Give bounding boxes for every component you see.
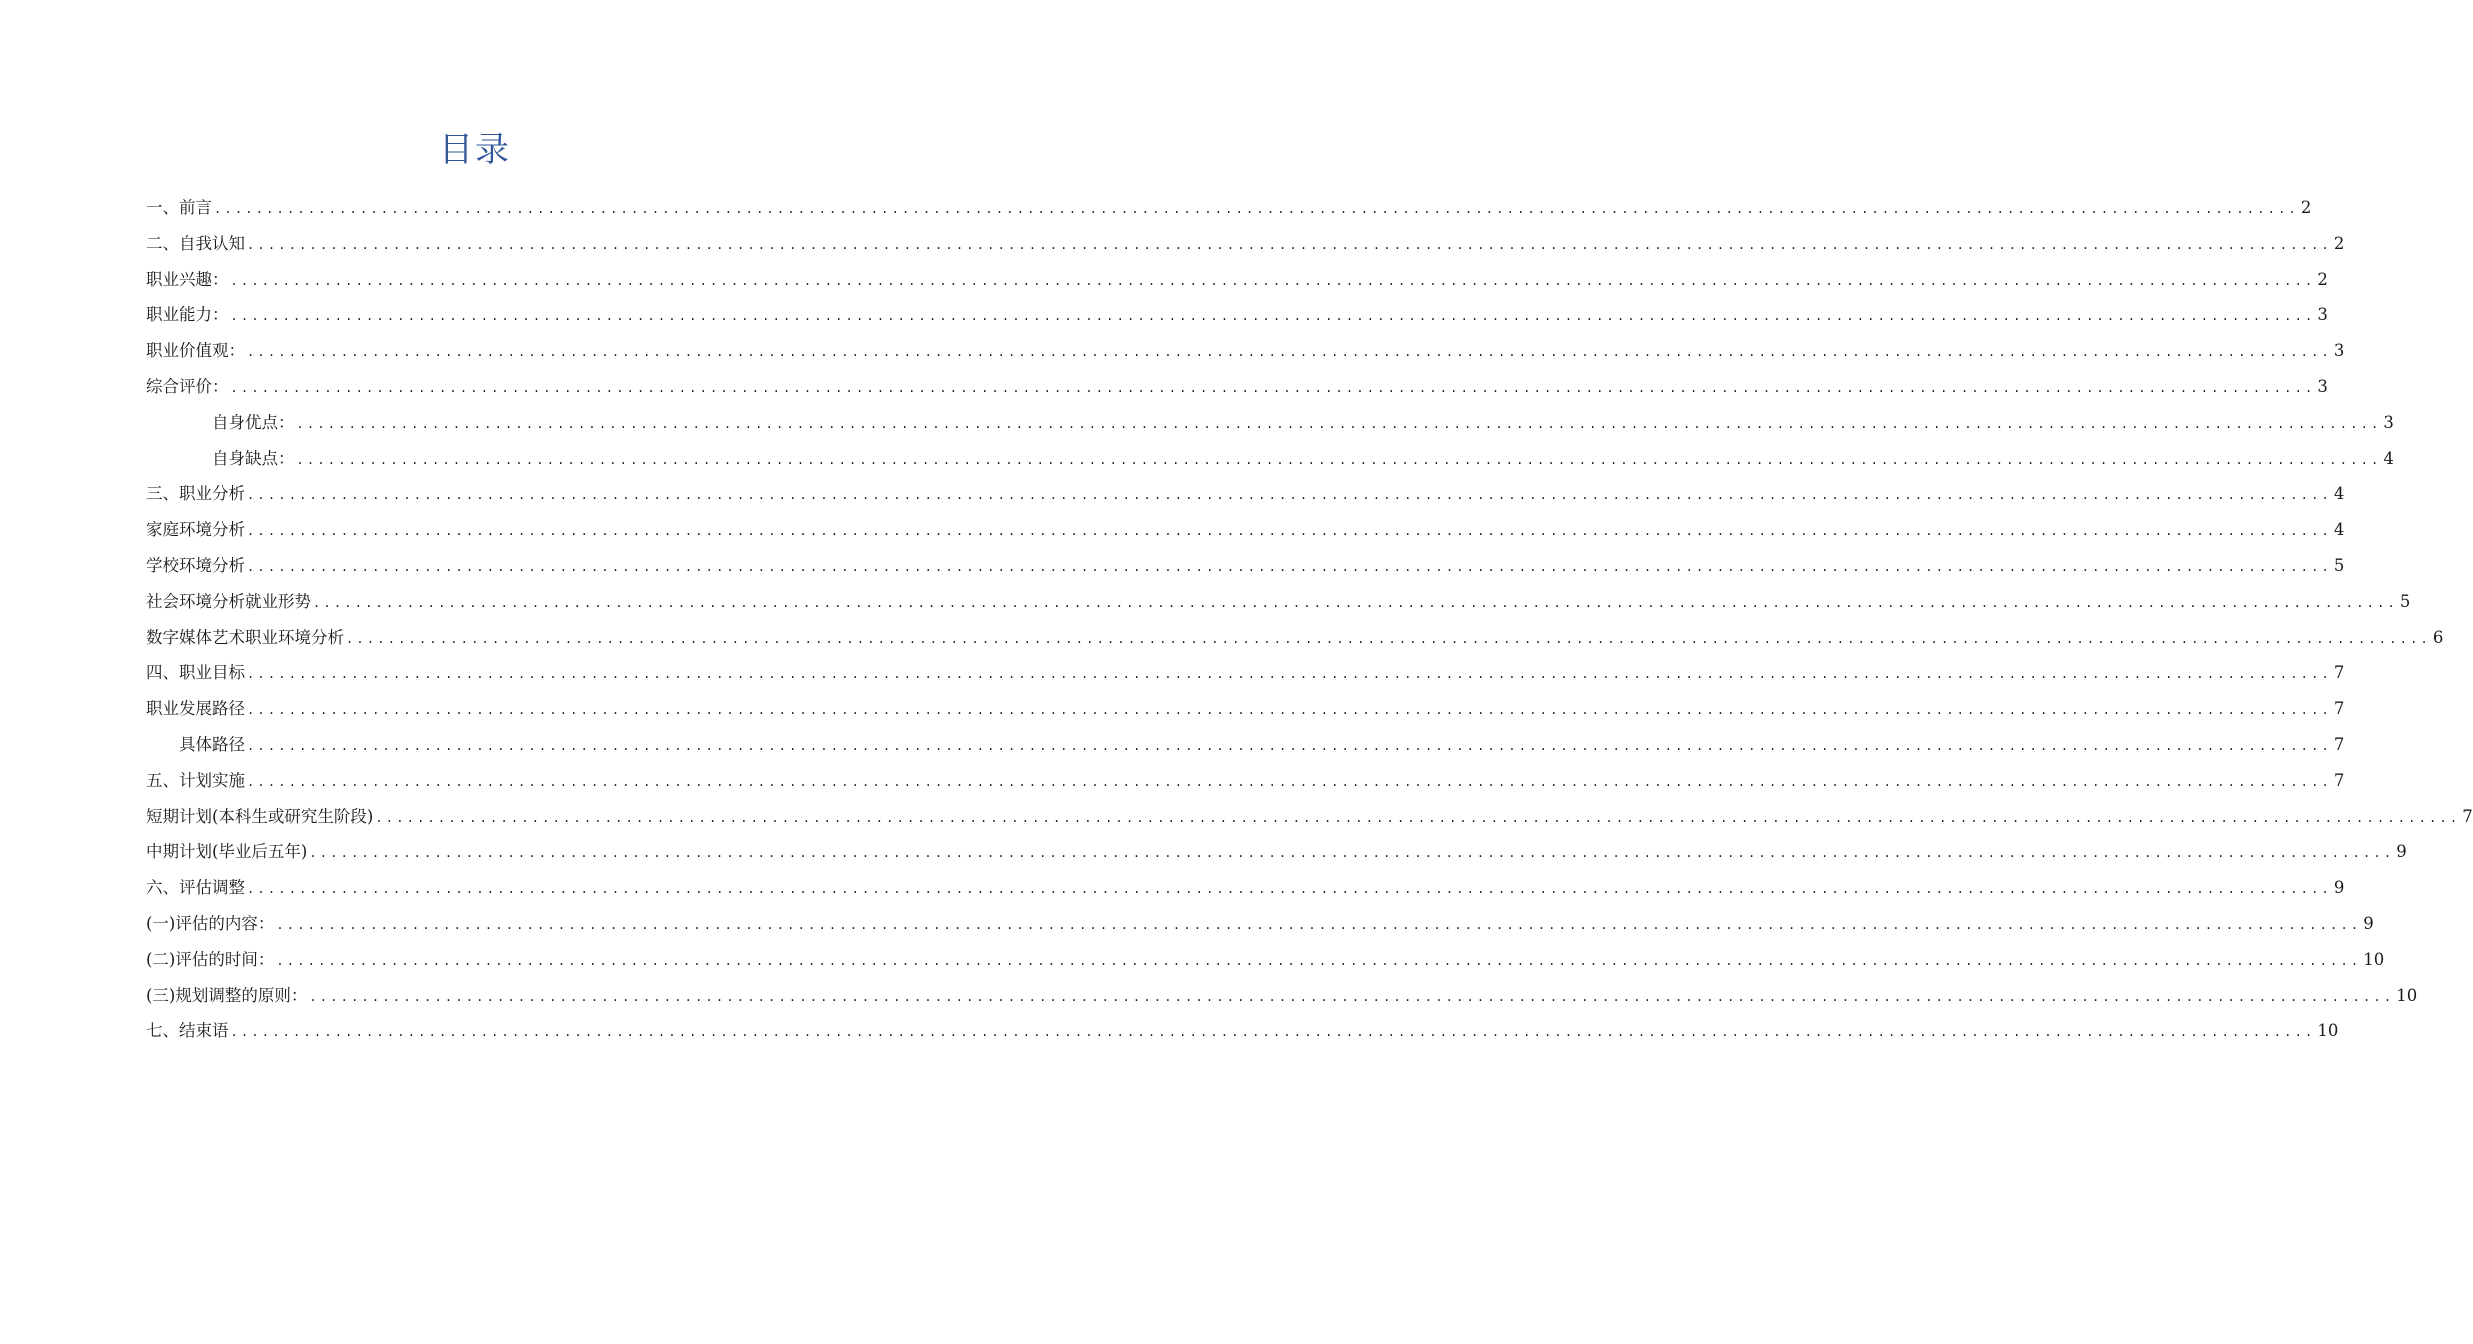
toc-leader-dots: ........................................................................................................................................................................................................ [309,989,2395,1004]
toc-leader-dots: ........................................................................................................................................................................................................ [230,273,2316,288]
toc-entry-page: 2 [2317,269,2328,289]
toc-entry-label: (二)评估的时间： [146,949,275,969]
table-of-contents [146,190,2473,1049]
toc-entry[interactable] [146,262,2328,298]
toc-entry-label: 职业发展路径 [146,699,245,719]
toc-leader-dots: ........................................................................................................................................................................................................ [247,524,2332,539]
toc-entry[interactable] [146,405,2394,441]
toc-entry-page: 7 [2462,806,2473,826]
toc-entry-page: 9 [2363,913,2374,933]
toc-entry[interactable] [146,906,2374,942]
toc-entry-label: 职业价值观： [146,341,245,361]
toc-entry-label: 三、职业分析 [146,484,245,504]
toc-entry[interactable] [146,870,2345,906]
toc-entry-page: 10 [2396,985,2418,1005]
toc-entry[interactable] [146,799,2473,835]
toc-entry[interactable] [146,512,2345,548]
toc-entry-page: 4 [2333,520,2345,540]
toc-entry-page: 9 [2396,842,2407,862]
toc-entry[interactable] [146,190,2312,226]
toc-entry[interactable] [146,978,2418,1014]
toc-entry-page: 2 [2300,198,2312,217]
toc-entry[interactable] [146,441,2394,477]
toc-entry-label: (一)评估的内容： [146,913,275,933]
toc-entry-label: 家庭环境分析 [146,520,245,540]
toc-leader-dots: ........................................................................................................................................................................................................ [247,488,2332,503]
toc-entry-label: (三)规划调整的原则： [146,985,308,1005]
toc-entry[interactable] [146,369,2328,405]
toc-leader-dots: ........................................................................................................................................................................................................ [247,237,2332,252]
toc-leader-dots: ........................................................................................................................................................................................................ [247,559,2332,574]
toc-leader-dots: ........................................................................................................................................................................................................ [313,595,2398,610]
toc-leader-dots: ........................................................................................................................................................................................................ [296,416,2382,431]
toc-entry-label: 一、前言 [146,198,212,217]
toc-entry-label: 自身缺点： [212,448,295,468]
toc-entry-label: 六、评估调整 [146,878,245,898]
toc-entry[interactable] [146,1013,2339,1049]
toc-entry-page: 2 [2333,233,2345,253]
toc-entry-page: 3 [2317,305,2328,325]
toc-entry-label: 自身优点： [212,412,295,432]
toc-entry[interactable] [146,727,2345,763]
toc-entry-page: 5 [2399,591,2411,611]
toc-entry-label: 中期计划(毕业后五年) [146,842,308,862]
toc-leader-dots: ........................................................................................................................................................................................................ [375,810,2461,825]
toc-entry-label: 短期计划(本科生或研究生阶段) [146,806,374,826]
toc-entry[interactable] [146,476,2345,512]
toc-leader-dots: ........................................................................................................................................................................................................ [214,202,2299,216]
toc-entry-label: 职业能力： [146,305,229,325]
toc-entry[interactable] [146,620,2444,656]
toc-entry-label: 具体路径 [179,734,245,754]
toc-leader-dots: ........................................................................................................................................................................................................ [230,309,2316,324]
toc-entry-page: 7 [2333,734,2345,754]
toc-entry[interactable] [146,763,2345,799]
toc-entry[interactable] [146,548,2345,584]
toc-leader-dots: ........................................................................................................................................................................................................ [276,953,2362,968]
toc-entry-page: 4 [2333,484,2345,504]
page-title: 目录 [439,130,511,170]
toc-entry-page: 3 [2317,376,2328,396]
toc-entry-page: 7 [2333,663,2345,683]
toc-leader-dots: ........................................................................................................................................................................................................ [276,917,2362,932]
toc-entry-page: 4 [2383,448,2394,468]
toc-leader-dots: ........................................................................................................................................................................................................ [230,380,2316,395]
toc-leader-dots: ........................................................................................................................................................................................................ [247,345,2332,360]
toc-entry-page: 9 [2333,878,2345,898]
toc-leader-dots: ........................................................................................................................................................................................................ [247,882,2332,897]
toc-entry-page: 3 [2333,341,2345,361]
toc-leader-dots: ........................................................................................................................................................................................................ [247,667,2332,682]
toc-entry[interactable] [146,297,2328,333]
toc-entry-page: 7 [2333,770,2345,790]
toc-entry[interactable] [146,691,2345,727]
toc-entry-page: 6 [2432,627,2444,647]
toc-leader-dots: ........................................................................................................................................................................................................ [309,846,2395,861]
toc-entry-label: 数字媒体艺术职业环境分析 [146,627,344,647]
toc-entry-label: 综合评价： [146,376,229,396]
toc-entry-page: 10 [2317,1021,2339,1041]
toc-entry-label: 四、职业目标 [146,663,245,683]
toc-entry[interactable] [146,655,2345,691]
toc-entry-label: 学校环境分析 [146,555,245,575]
toc-leader-dots: ........................................................................................................................................................................................................ [346,631,2431,646]
toc-entry-label: 社会环境分析就业形势 [146,591,311,611]
toc-entry[interactable] [146,333,2345,369]
toc-entry-label: 职业兴趣： [146,269,229,289]
toc-entry-label: 五、计划实施 [146,770,245,790]
toc-entry[interactable] [146,226,2345,262]
toc-entry-label: 二、自我认知 [146,233,245,253]
toc-entry[interactable] [146,834,2407,870]
toc-entry-page: 5 [2333,555,2345,575]
toc-entry-label: 七、结束语 [146,1021,229,1041]
toc-entry-page: 10 [2363,949,2385,969]
toc-entry-page: 7 [2333,699,2345,719]
toc-leader-dots: ........................................................................................................................................................................................................ [247,703,2332,718]
toc-leader-dots: ........................................................................................................................................................................................................ [247,738,2332,753]
toc-entry[interactable] [146,942,2385,978]
toc-leader-dots: ........................................................................................................................................................................................................ [296,452,2382,467]
toc-leader-dots: ........................................................................................................................................................................................................ [230,1025,2316,1040]
toc-entry[interactable] [146,584,2411,620]
toc-entry-page: 3 [2383,412,2394,432]
toc-leader-dots: ........................................................................................................................................................................................................ [247,774,2332,789]
